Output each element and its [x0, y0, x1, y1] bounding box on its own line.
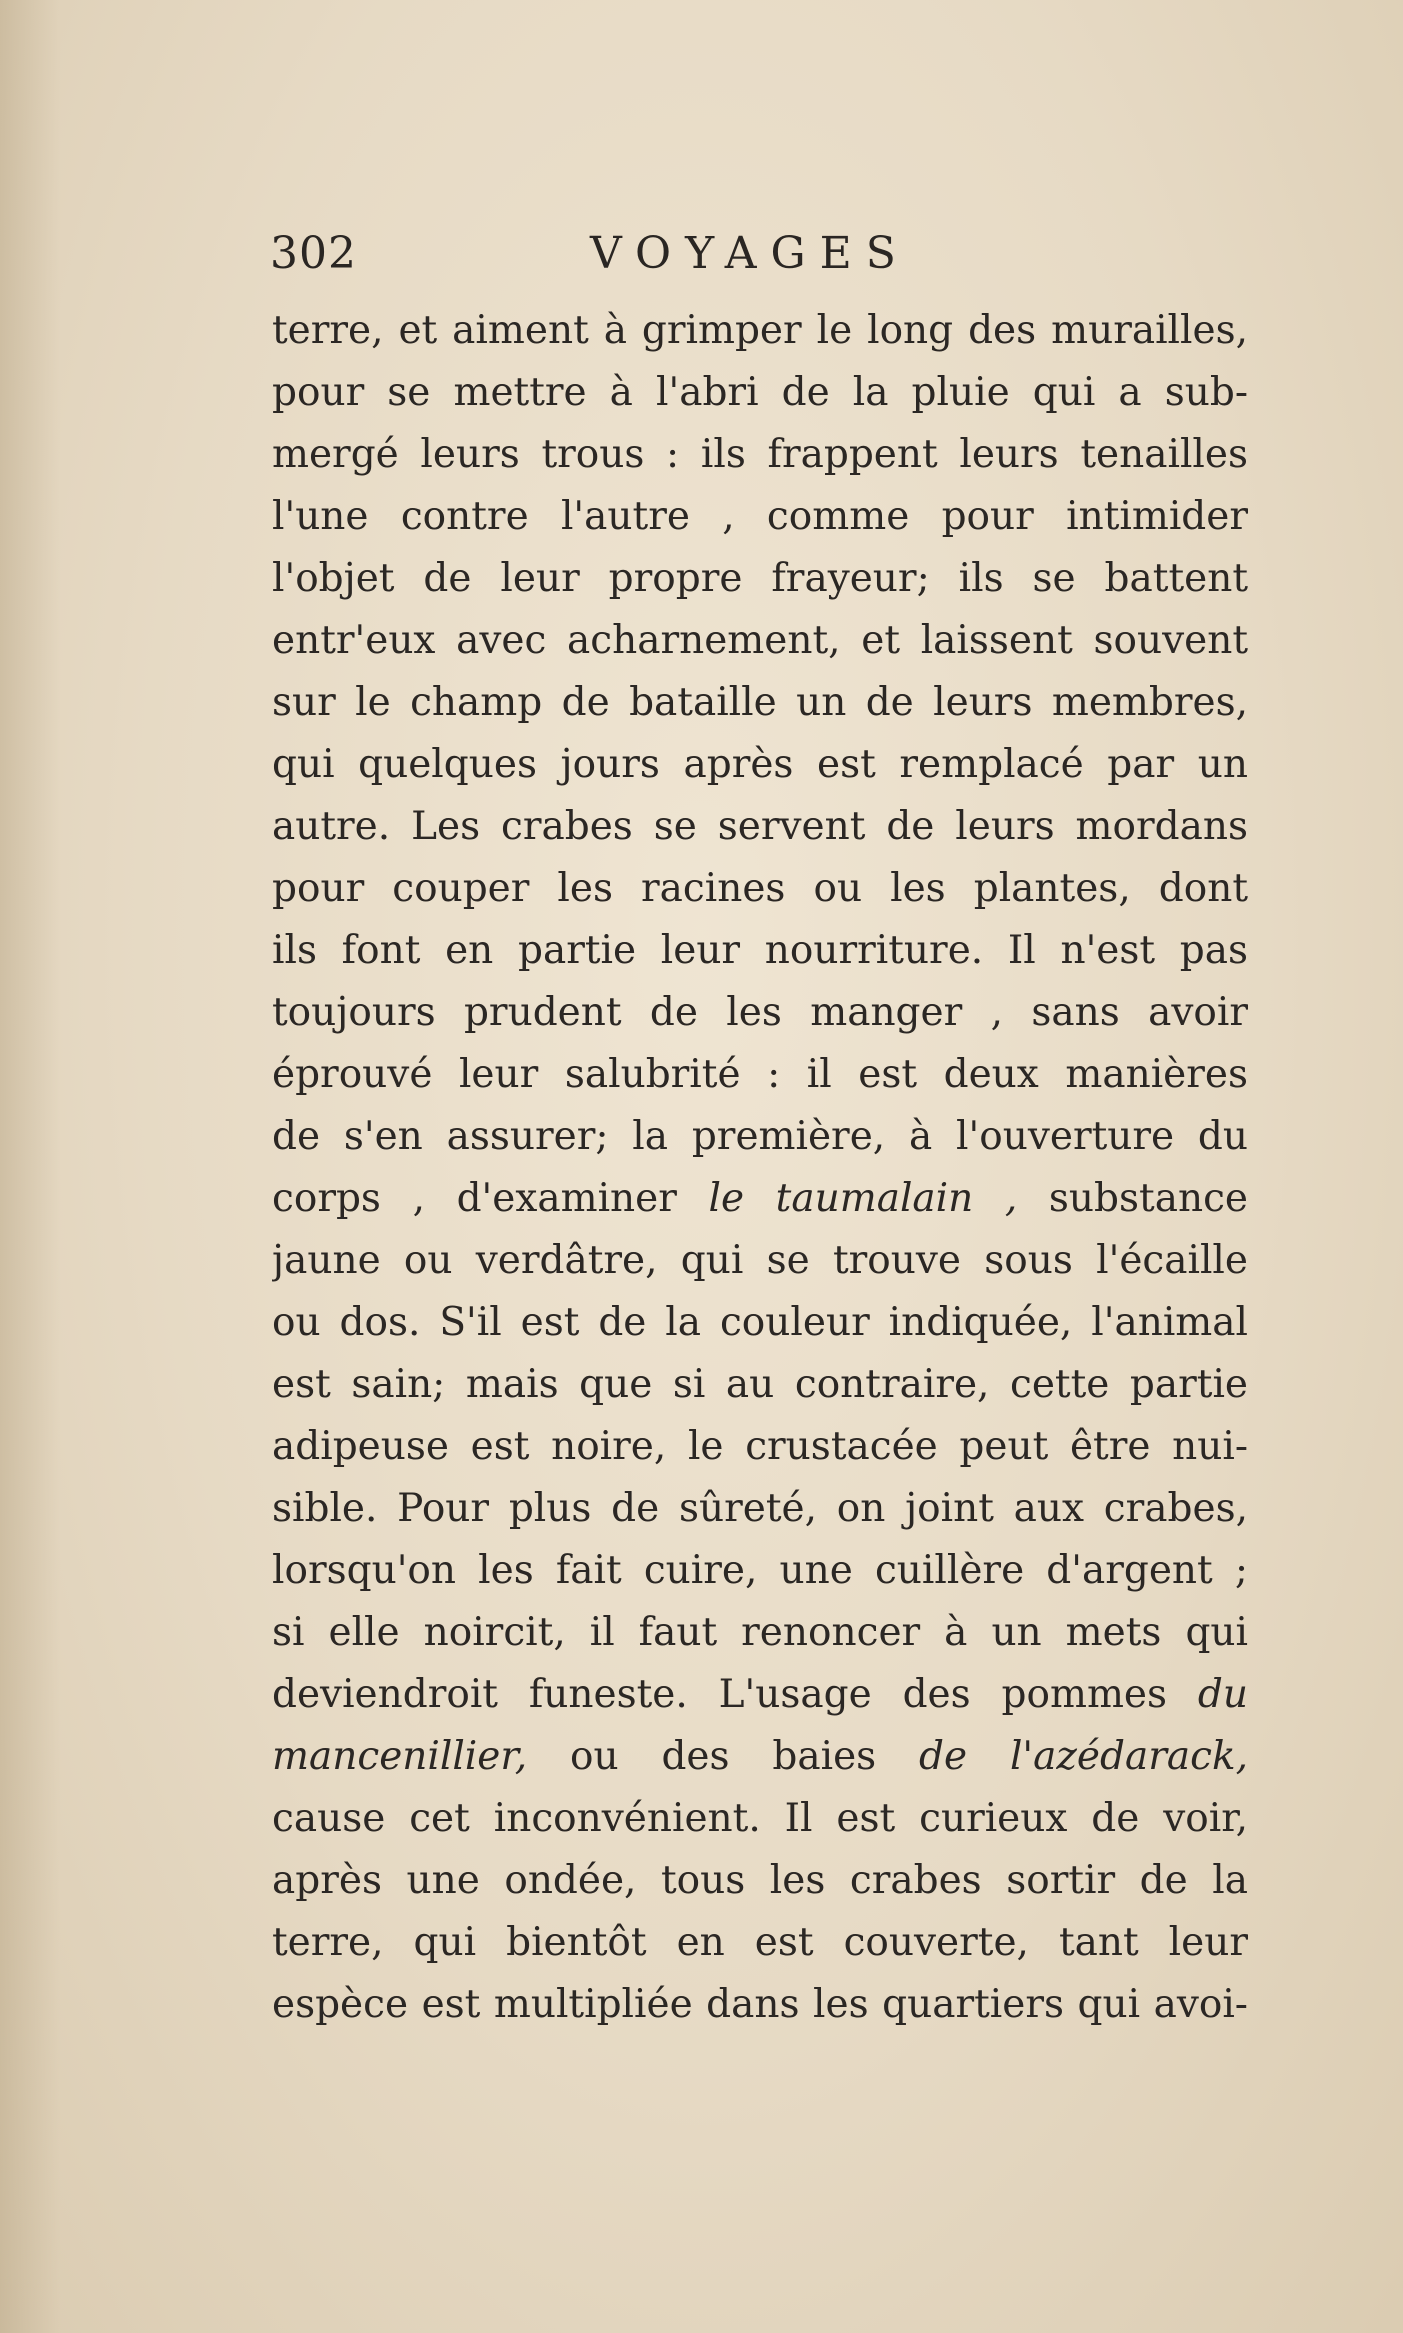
text-line: est sain; mais que si au contraire, cette partie [272, 1362, 1248, 1407]
text-run: corps , d'examiner [272, 1176, 709, 1221]
text-line: qui quelques jours après est remplacé par un [272, 742, 1248, 787]
text-run: deviendroit funeste. L'usage des pommes [272, 1672, 1198, 1717]
text-line: autre. Les crabes se servent de leurs mordans [272, 804, 1248, 849]
text-line: cause cet inconvénient. Il est curieux de voir, [272, 1796, 1248, 1841]
text-line: sur le champ de bataille un de leurs membres, [272, 680, 1248, 725]
italic-term: mancenillier, [272, 1734, 528, 1779]
text-run: substance [1017, 1176, 1248, 1221]
text-line: mergé leurs trous : ils frappent leurs tenailles [272, 432, 1248, 477]
text-line-with-italic [272, 1726, 1248, 1788]
text-line: ou dos. S'il est de la couleur indiquée, l'animal [272, 1300, 1248, 1345]
text-line: pour couper les racines ou les plantes, dont [272, 866, 1248, 911]
italic-term: le taumalain , [708, 1176, 1018, 1221]
text-line: adipeuse est noire, le crustacée peut être nui- [272, 1424, 1248, 1469]
text-line-with-italic [272, 1168, 1248, 1230]
text-line: ils font en partie leur nourriture. Il n'est pas [272, 928, 1248, 973]
running-title: VOYAGES [590, 228, 910, 279]
text-line: entr'eux avec acharnement, et laissent souvent [272, 618, 1248, 663]
italic-term: du [1197, 1672, 1248, 1717]
text-line: éprouvé leur salubrité : il est deux manières [272, 1052, 1248, 1097]
text-line: si elle noircit, il faut renoncer à un mets qui [272, 1610, 1248, 1655]
body-text [272, 300, 1248, 2036]
italic-term: de l'azédarack, [919, 1734, 1248, 1779]
text-line: l'objet de leur propre frayeur; ils se battent [272, 556, 1248, 601]
text-line-with-italic [272, 1664, 1248, 1726]
text-line: de s'en assurer; la première, à l'ouverture du [272, 1114, 1248, 1159]
text-line: lorsqu'on les fait cuire, une cuillère d'argent ; [272, 1548, 1248, 1593]
text-run: ou des baies [527, 1734, 920, 1779]
page-header [270, 228, 1270, 288]
text-line: après une ondée, tous les crabes sortir de la [272, 1858, 1248, 1903]
page-number: 302 [270, 228, 357, 279]
text-line: pour se mettre à l'abri de la pluie qui a sub- [272, 370, 1248, 415]
text-line: sible. Pour plus de sûreté, on joint aux crabes, [272, 1486, 1248, 1531]
page-edge-shadow [0, 0, 60, 2333]
text-line: jaune ou verdâtre, qui se trouve sous l'écaille [272, 1238, 1248, 1283]
text-line: l'une contre l'autre , comme pour intimider [272, 494, 1248, 539]
text-line: espèce est multipliée dans les quartiers qui avoi- [272, 1982, 1248, 2027]
text-line: terre, qui bientôt en est couverte, tant leur [272, 1920, 1248, 1965]
text-line: toujours prudent de les manger , sans avoir [272, 990, 1248, 1035]
text-line: terre, et aiment à grimper le long des murailles, [272, 308, 1248, 353]
